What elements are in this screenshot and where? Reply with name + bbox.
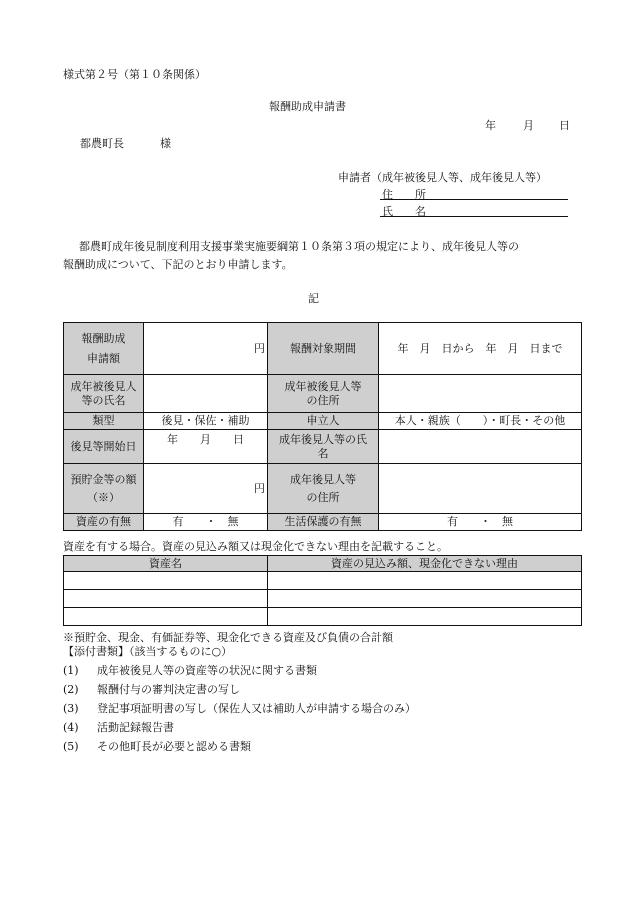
petitioner-cell[interactable]: 本人・親族（ ）・町長・その他	[379, 413, 582, 430]
asset-value-cell[interactable]	[268, 608, 582, 626]
applicant-address-label: 住 所	[382, 188, 426, 201]
list-item: (1) 成年被後見人等の資産等の状況に関する書類	[63, 664, 317, 677]
body-text-line-2: 報酬助成について、下記のとおり申請します。	[63, 258, 293, 271]
table-row	[64, 608, 582, 626]
start-date-cell[interactable]: 年 月 日	[144, 430, 268, 464]
document-title: 報酬助成申請書	[269, 100, 346, 113]
guardian-address-label: 成年後見人等 の住所	[268, 464, 379, 514]
assets-note: 資産を有する場合。資産の見込み額又は現金化できない理由を記載すること。	[63, 540, 448, 553]
addressee: 都農町長	[80, 137, 124, 150]
welfare-label: 生活保護の有無	[268, 514, 379, 531]
guardian-name-label: 成年後見人等の氏 名	[268, 430, 379, 464]
amount-label: 報酬助成 申請額	[64, 323, 144, 375]
savings-cell[interactable]: 円	[144, 464, 268, 514]
attachments-list	[63, 642, 416, 756]
applicant-name-label: 氏 名	[382, 205, 426, 218]
footnote: ※預貯金、現金、有価証券等、現金化できる資産及び負債の合計額	[63, 631, 393, 644]
attachments-heading: 【添付書類】（該当するものに○）	[63, 645, 233, 658]
petitioner-label: 申立人	[268, 413, 379, 430]
ward-name-label: 成年被後見人 等の氏名	[64, 375, 144, 413]
main-table	[63, 322, 582, 531]
guardian-address-cell[interactable]	[379, 464, 582, 514]
form-number: 様式第２号（第１０条関係）	[63, 68, 206, 81]
ward-name-cell[interactable]	[144, 375, 268, 413]
date-month: 月	[523, 119, 534, 132]
table-row	[64, 572, 582, 590]
date-day: 日	[559, 119, 570, 132]
list-item: (2) 報酬付与の審判決定書の写し	[63, 683, 240, 696]
asset-name-cell[interactable]	[64, 572, 268, 590]
applicant-name-line[interactable]	[380, 216, 568, 217]
list-item: (4) 活動記録報告書	[63, 721, 174, 734]
asset-value-cell[interactable]	[268, 572, 582, 590]
assets-table	[63, 555, 582, 626]
savings-label: 預貯金等の額 （※）	[64, 464, 144, 514]
assets-label: 資産の有無	[64, 514, 144, 531]
applicant-address-line[interactable]	[380, 199, 568, 200]
honorific: 様	[160, 137, 171, 150]
amount-cell[interactable]: 円	[144, 323, 268, 375]
asset-name-cell[interactable]	[64, 608, 268, 626]
period-cell[interactable]: 年 月 日から 年 月 日まで	[379, 323, 582, 375]
list-item: (3) 登記事項証明書の写し（保佐人又は補助人が申請する場合のみ）	[63, 702, 416, 715]
asset-value-cell[interactable]	[268, 590, 582, 608]
type-cell[interactable]: 後見・保佐・補助	[144, 413, 268, 430]
assets-cell[interactable]: 有 ・ 無	[144, 514, 268, 531]
ward-address-cell[interactable]	[379, 375, 582, 413]
type-label: 類型	[64, 413, 144, 430]
date-year: 年	[485, 119, 496, 132]
period-label: 報酬対象期間	[268, 323, 379, 375]
assets-header-name: 資産名	[64, 556, 268, 572]
welfare-cell[interactable]: 有 ・ 無	[379, 514, 582, 531]
ki-heading: 記	[308, 292, 319, 305]
table-row	[64, 590, 582, 608]
start-date-label: 後見等開始日	[64, 430, 144, 464]
asset-name-cell[interactable]	[64, 590, 268, 608]
applicant-label: 申請者（成年被後見人等、成年後見人等）	[338, 171, 547, 184]
body-text-line-1: 都農町成年後見制度利用支援事業実施要綱第１０条第３項の規定により、成年後見人等の	[79, 240, 519, 253]
assets-header-value: 資産の見込み額、現金化できない理由	[268, 556, 582, 572]
guardian-name-cell[interactable]	[379, 430, 582, 464]
list-item: (5) その他町長が必要と認める書類	[63, 740, 251, 753]
ward-address-label: 成年被後見人等 の住所	[268, 375, 379, 413]
